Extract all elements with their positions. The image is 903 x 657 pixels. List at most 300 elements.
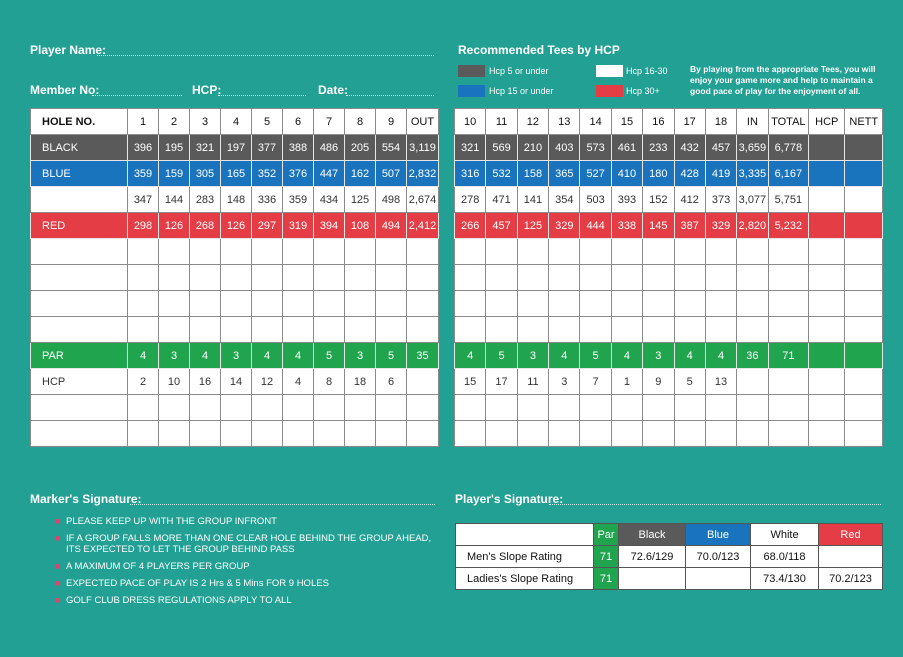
- front-par-cell: 3: [159, 343, 190, 369]
- back-score-cell[interactable]: [737, 265, 768, 291]
- back-score-cell[interactable]: [737, 317, 768, 343]
- back-score-cell[interactable]: [737, 239, 768, 265]
- front-red-cell: 268: [190, 213, 221, 239]
- back-score-cell[interactable]: [643, 421, 674, 447]
- back-par-cell: [845, 343, 883, 369]
- front-score-cell[interactable]: [283, 317, 314, 343]
- front-blue-cell: BLUE: [31, 161, 128, 187]
- back-score-cell[interactable]: [809, 291, 845, 317]
- front-score-cell[interactable]: [314, 265, 345, 291]
- front-header-row: [31, 109, 439, 135]
- back-black-tee-row: [455, 135, 883, 161]
- back-score-cell[interactable]: [486, 291, 517, 317]
- back-score-cell[interactable]: [643, 265, 674, 291]
- back-score-cell[interactable]: [809, 395, 845, 421]
- mens-slope-label: Men's Slope Rating: [456, 546, 594, 568]
- front-blue-cell: 162: [345, 161, 376, 187]
- back-score-cell[interactable]: [674, 317, 705, 343]
- back-black-cell: 233: [643, 135, 674, 161]
- back-score-cell[interactable]: [674, 265, 705, 291]
- back-score-cell[interactable]: [455, 291, 486, 317]
- front-score-cell[interactable]: [345, 395, 376, 421]
- back-score-cell[interactable]: [486, 239, 517, 265]
- back-blue-cell: 410: [611, 161, 642, 187]
- back-score-cell[interactable]: [580, 239, 611, 265]
- back-score-cell[interactable]: [455, 317, 486, 343]
- back-score-cell[interactable]: [737, 395, 768, 421]
- back-par-cell: 4: [549, 343, 580, 369]
- back-red-cell: [845, 213, 883, 239]
- date-field[interactable]: [346, 94, 434, 96]
- back-hcp-cell: 11: [517, 369, 548, 395]
- back-score-cell[interactable]: [768, 291, 808, 317]
- back-score-cell[interactable]: [549, 395, 580, 421]
- back-par-cell: [809, 343, 845, 369]
- player-name-field[interactable]: [97, 54, 434, 56]
- front-score-cell[interactable]: [221, 239, 252, 265]
- black-tee-label: Hcp 5 or under: [489, 66, 549, 76]
- pace-of-play-rules: [55, 516, 446, 612]
- front-header-cell: 8: [345, 109, 376, 135]
- front-score-cell[interactable]: [407, 239, 439, 265]
- front-score-cell[interactable]: [128, 317, 159, 343]
- back-score-cell[interactable]: [845, 317, 883, 343]
- front-score-cell[interactable]: [376, 421, 407, 447]
- back-header-cell: 18: [705, 109, 736, 135]
- back-score-cell[interactable]: [486, 317, 517, 343]
- front-score-cell[interactable]: [314, 239, 345, 265]
- back-score-cell[interactable]: [549, 317, 580, 343]
- front-score-cell[interactable]: [159, 395, 190, 421]
- back-blue-cell: 316: [455, 161, 486, 187]
- back-score-cell[interactable]: [845, 265, 883, 291]
- bullet-icon: ■: [55, 533, 61, 543]
- front-par-cell: 5: [376, 343, 407, 369]
- back-white-cell: 503: [580, 187, 611, 213]
- back-white-cell: 393: [611, 187, 642, 213]
- tees-legend-title: Recommended Tees by HCP: [458, 43, 620, 57]
- slope-header-black: Black: [619, 524, 686, 546]
- front-black-cell: BLACK: [31, 135, 128, 161]
- blue-tee-swatch: [458, 85, 485, 97]
- back-white-cell: 354: [549, 187, 580, 213]
- front-score-cell[interactable]: [221, 265, 252, 291]
- front-blue-tee-row: [31, 161, 439, 187]
- rule-item: ■ EXPECTED PACE OF PLAY IS 2 Hrs & 5 Mins FOR 9 HOLES: [55, 578, 329, 589]
- back-score-cell[interactable]: [643, 317, 674, 343]
- front-white-cell: [31, 187, 128, 213]
- back-black-cell: 210: [517, 135, 548, 161]
- bullet-icon: ■: [55, 578, 61, 588]
- back-score-cell[interactable]: [455, 265, 486, 291]
- front-red-cell: RED: [31, 213, 128, 239]
- member-no-field[interactable]: [92, 94, 182, 96]
- back-header-cell: TOTAL: [768, 109, 808, 135]
- back-score-cell[interactable]: [705, 265, 736, 291]
- front-score-cell[interactable]: [407, 395, 439, 421]
- back-score-cell[interactable]: [486, 421, 517, 447]
- front-white-tee-row: [31, 187, 439, 213]
- front-header-cell: OUT: [407, 109, 439, 135]
- rule-item: ■ PLEASE KEEP UP WITH THE GROUP INFRONT: [55, 516, 277, 527]
- back-red-cell: 2,820: [737, 213, 768, 239]
- front-score-row: [31, 421, 439, 447]
- rule-item: ■ IF A GROUP FALLS MORE THAN ONE CLEAR HOLE BEHIND THE GROUP AHEAD, ITS EXPECTED TO LET THE GROUP BEHIND PASS: [55, 533, 432, 555]
- back-red-cell: [809, 213, 845, 239]
- front-score-cell[interactable]: [314, 421, 345, 447]
- front-score-cell[interactable]: [252, 239, 283, 265]
- back-score-cell[interactable]: [517, 395, 548, 421]
- front-score-cell[interactable]: [283, 239, 314, 265]
- front-score-row: [31, 239, 439, 265]
- front-score-cell[interactable]: [314, 317, 345, 343]
- back-score-cell[interactable]: [580, 265, 611, 291]
- back-score-cell[interactable]: [517, 265, 548, 291]
- back-score-cell[interactable]: [517, 317, 548, 343]
- front-score-cell[interactable]: [376, 395, 407, 421]
- front-hcp-cell: 14: [221, 369, 252, 395]
- back-score-cell[interactable]: [845, 291, 883, 317]
- back-score-cell[interactable]: [611, 239, 642, 265]
- front-score-cell[interactable]: [407, 421, 439, 447]
- back-header-cell: IN: [737, 109, 768, 135]
- front-blue-cell: 165: [221, 161, 252, 187]
- players-signature-field[interactable]: [549, 503, 881, 505]
- front-score-cell[interactable]: [159, 239, 190, 265]
- mens-slope-row: [456, 546, 883, 568]
- back-score-cell[interactable]: [768, 421, 808, 447]
- date-label: Date:: [318, 83, 349, 97]
- back-score-row: [455, 265, 883, 291]
- mens-red: [819, 546, 883, 568]
- back-blue-cell: 180: [643, 161, 674, 187]
- front-hcp-cell: 16: [190, 369, 221, 395]
- back-black-cell: 461: [611, 135, 642, 161]
- front-par-cell: 4: [252, 343, 283, 369]
- back-score-cell[interactable]: [674, 421, 705, 447]
- back-par-cell: 71: [768, 343, 808, 369]
- white-tee-label: Hcp 16-30: [626, 66, 668, 76]
- back-hcp-cell: 17: [486, 369, 517, 395]
- back-par-cell: 4: [705, 343, 736, 369]
- back-red-tee-row: [455, 213, 883, 239]
- front-black-cell: 195: [159, 135, 190, 161]
- front-blue-cell: 159: [159, 161, 190, 187]
- back-score-cell[interactable]: [486, 265, 517, 291]
- back-score-cell[interactable]: [809, 239, 845, 265]
- hcp-field[interactable]: [218, 94, 306, 96]
- back-score-cell[interactable]: [809, 317, 845, 343]
- back-score-cell[interactable]: [455, 395, 486, 421]
- front-hcp-cell: 8: [314, 369, 345, 395]
- back-score-cell[interactable]: [643, 291, 674, 317]
- back-score-cell[interactable]: [549, 291, 580, 317]
- bullet-icon: ■: [55, 516, 61, 526]
- front-header-cell: HOLE NO.: [31, 109, 128, 135]
- back-hcp-cell: 13: [705, 369, 736, 395]
- front-score-cell[interactable]: [31, 291, 128, 317]
- back-score-cell[interactable]: [611, 317, 642, 343]
- front-score-cell[interactable]: [252, 317, 283, 343]
- front-red-cell: 319: [283, 213, 314, 239]
- front-score-cell[interactable]: [283, 291, 314, 317]
- slope-header-red: Red: [819, 524, 883, 546]
- front-score-cell[interactable]: [221, 317, 252, 343]
- back-black-cell: 321: [455, 135, 486, 161]
- front-score-cell[interactable]: [128, 421, 159, 447]
- ladies-black: [619, 568, 686, 590]
- front-score-cell[interactable]: [221, 421, 252, 447]
- back-score-cell[interactable]: [580, 395, 611, 421]
- back-score-cell[interactable]: [845, 239, 883, 265]
- back-score-cell[interactable]: [580, 421, 611, 447]
- back-white-cell: 373: [705, 187, 736, 213]
- front-score-cell[interactable]: [345, 317, 376, 343]
- back-score-cell[interactable]: [549, 239, 580, 265]
- back-score-cell[interactable]: [549, 421, 580, 447]
- back-header-cell: 10: [455, 109, 486, 135]
- back-header-cell: 15: [611, 109, 642, 135]
- front-white-cell: 283: [190, 187, 221, 213]
- ladies-blue: [686, 568, 751, 590]
- back-score-cell[interactable]: [643, 239, 674, 265]
- front-nine-table: [30, 108, 439, 447]
- front-score-cell[interactable]: [31, 395, 128, 421]
- back-score-cell[interactable]: [580, 291, 611, 317]
- front-score-cell[interactable]: [190, 395, 221, 421]
- front-score-cell[interactable]: [314, 291, 345, 317]
- ladies-par: 71: [594, 568, 619, 590]
- red-tee-label: Hcp 30+: [626, 86, 660, 96]
- front-score-cell[interactable]: [31, 421, 128, 447]
- front-black-cell: 486: [314, 135, 345, 161]
- back-score-cell[interactable]: [705, 239, 736, 265]
- back-score-cell[interactable]: [486, 395, 517, 421]
- front-score-cell[interactable]: [252, 265, 283, 291]
- front-hcp-cell: 10: [159, 369, 190, 395]
- front-score-cell[interactable]: [128, 265, 159, 291]
- back-score-cell[interactable]: [517, 291, 548, 317]
- front-score-cell[interactable]: [190, 239, 221, 265]
- back-score-cell[interactable]: [517, 421, 548, 447]
- back-white-tee-row: [455, 187, 883, 213]
- front-score-cell[interactable]: [376, 317, 407, 343]
- front-score-cell[interactable]: [190, 317, 221, 343]
- front-score-cell[interactable]: [376, 239, 407, 265]
- back-header-cell: 12: [517, 109, 548, 135]
- back-score-cell[interactable]: [768, 317, 808, 343]
- back-score-cell[interactable]: [674, 291, 705, 317]
- front-score-cell[interactable]: [31, 239, 128, 265]
- back-hcp-cell: 9: [643, 369, 674, 395]
- back-black-cell: 403: [549, 135, 580, 161]
- front-black-cell: 396: [128, 135, 159, 161]
- back-header-cell: 11: [486, 109, 517, 135]
- back-score-cell[interactable]: [611, 291, 642, 317]
- back-score-cell[interactable]: [737, 291, 768, 317]
- back-red-cell: 125: [517, 213, 548, 239]
- back-score-cell[interactable]: [517, 239, 548, 265]
- ladies-slope-row: [456, 568, 883, 590]
- back-score-cell[interactable]: [705, 317, 736, 343]
- back-white-cell: 3,077: [737, 187, 768, 213]
- front-black-cell: 205: [345, 135, 376, 161]
- rule-item: ■ A MAXIMUM OF 4 PLAYERS PER GROUP: [55, 561, 250, 572]
- front-hcp-cell: 18: [345, 369, 376, 395]
- front-score-cell[interactable]: [283, 421, 314, 447]
- back-score-row: [455, 291, 883, 317]
- back-par-cell: 4: [455, 343, 486, 369]
- back-score-row: [455, 317, 883, 343]
- back-nine-table: [454, 108, 883, 447]
- players-signature-label: Player's Signature:: [455, 492, 564, 506]
- front-score-row: [31, 317, 439, 343]
- front-score-cell[interactable]: [252, 421, 283, 447]
- front-score-cell[interactable]: [407, 317, 439, 343]
- back-header-cell: NETT: [845, 109, 883, 135]
- back-blue-cell: 365: [549, 161, 580, 187]
- back-red-cell: 338: [611, 213, 642, 239]
- front-score-cell[interactable]: [159, 317, 190, 343]
- rule-item: ■ GOLF CLUB DRESS REGULATIONS APPLY TO ALL: [55, 595, 292, 606]
- back-white-cell: [809, 187, 845, 213]
- bullet-icon: ■: [55, 561, 61, 571]
- back-header-cell: 14: [580, 109, 611, 135]
- front-blue-cell: 2,832: [407, 161, 439, 187]
- back-header-row: [455, 109, 883, 135]
- front-score-cell[interactable]: [190, 265, 221, 291]
- white-tee-swatch: [596, 65, 623, 77]
- front-score-cell[interactable]: [376, 265, 407, 291]
- front-score-cell[interactable]: [283, 265, 314, 291]
- back-score-row: [455, 421, 883, 447]
- back-hcp-cell: [845, 369, 883, 395]
- front-score-cell[interactable]: [159, 421, 190, 447]
- back-red-cell: 387: [674, 213, 705, 239]
- back-score-cell[interactable]: [768, 239, 808, 265]
- back-red-cell: 457: [486, 213, 517, 239]
- front-score-cell[interactable]: [221, 291, 252, 317]
- front-score-cell[interactable]: [252, 395, 283, 421]
- back-par-cell: 36: [737, 343, 768, 369]
- back-score-cell[interactable]: [809, 421, 845, 447]
- back-par-cell: 3: [517, 343, 548, 369]
- back-score-cell[interactable]: [611, 265, 642, 291]
- front-score-cell[interactable]: [345, 265, 376, 291]
- back-hcp-cell: 3: [549, 369, 580, 395]
- front-white-cell: 148: [221, 187, 252, 213]
- front-score-cell[interactable]: [159, 265, 190, 291]
- back-blue-cell: 527: [580, 161, 611, 187]
- back-hcp-cell: [809, 369, 845, 395]
- markers-signature-field[interactable]: [130, 503, 435, 505]
- front-par-cell: 5: [314, 343, 345, 369]
- blue-tee-label: Hcp 15 or under: [489, 86, 554, 96]
- back-score-cell[interactable]: [455, 239, 486, 265]
- front-score-cell[interactable]: [283, 395, 314, 421]
- front-score-cell[interactable]: [345, 291, 376, 317]
- back-score-cell[interactable]: [549, 265, 580, 291]
- back-black-cell: 6,778: [768, 135, 808, 161]
- front-score-cell[interactable]: [128, 395, 159, 421]
- front-score-cell[interactable]: [31, 265, 128, 291]
- back-score-cell[interactable]: [809, 265, 845, 291]
- ladies-white: 73.4/130: [751, 568, 819, 590]
- back-score-cell[interactable]: [455, 421, 486, 447]
- front-score-row: [31, 265, 439, 291]
- front-blue-cell: 507: [376, 161, 407, 187]
- front-black-cell: 3,119: [407, 135, 439, 161]
- back-header-cell: 16: [643, 109, 674, 135]
- back-score-cell[interactable]: [580, 317, 611, 343]
- back-blue-cell: [845, 161, 883, 187]
- front-score-cell[interactable]: [407, 291, 439, 317]
- back-score-cell[interactable]: [705, 421, 736, 447]
- front-score-cell[interactable]: [128, 239, 159, 265]
- back-red-cell: 444: [580, 213, 611, 239]
- front-score-cell[interactable]: [31, 317, 128, 343]
- front-hcp-cell: 6: [376, 369, 407, 395]
- front-black-cell: 321: [190, 135, 221, 161]
- front-blue-cell: 376: [283, 161, 314, 187]
- back-blue-cell: 428: [674, 161, 705, 187]
- back-score-cell[interactable]: [705, 395, 736, 421]
- front-score-cell[interactable]: [190, 421, 221, 447]
- front-score-cell[interactable]: [128, 291, 159, 317]
- back-blue-cell: 3,335: [737, 161, 768, 187]
- ladies-slope-label: Ladies's Slope Rating: [456, 568, 594, 590]
- back-par-cell: 3: [643, 343, 674, 369]
- back-header-cell: 13: [549, 109, 580, 135]
- back-score-cell[interactable]: [845, 395, 883, 421]
- front-score-cell[interactable]: [345, 421, 376, 447]
- back-blue-cell: 158: [517, 161, 548, 187]
- front-red-cell: 494: [376, 213, 407, 239]
- front-score-cell[interactable]: [345, 239, 376, 265]
- back-score-cell[interactable]: [768, 265, 808, 291]
- back-score-cell[interactable]: [674, 395, 705, 421]
- front-score-cell[interactable]: [159, 291, 190, 317]
- back-score-cell[interactable]: [643, 395, 674, 421]
- back-score-cell[interactable]: [611, 395, 642, 421]
- front-white-cell: 336: [252, 187, 283, 213]
- back-score-cell[interactable]: [611, 421, 642, 447]
- back-score-cell[interactable]: [737, 421, 768, 447]
- front-red-cell: 297: [252, 213, 283, 239]
- back-header-cell: 17: [674, 109, 705, 135]
- front-score-cell[interactable]: [190, 291, 221, 317]
- back-score-cell[interactable]: [768, 395, 808, 421]
- front-black-cell: 554: [376, 135, 407, 161]
- back-black-cell: [809, 135, 845, 161]
- front-score-cell[interactable]: [314, 395, 345, 421]
- front-score-cell[interactable]: [252, 291, 283, 317]
- back-score-cell[interactable]: [845, 421, 883, 447]
- front-red-tee-row: [31, 213, 439, 239]
- back-score-cell[interactable]: [705, 291, 736, 317]
- hcp-label: HCP:: [192, 83, 222, 97]
- back-red-cell: 266: [455, 213, 486, 239]
- front-score-cell[interactable]: [376, 291, 407, 317]
- front-score-cell[interactable]: [221, 395, 252, 421]
- back-score-cell[interactable]: [674, 239, 705, 265]
- back-par-cell: 4: [674, 343, 705, 369]
- front-black-cell: 388: [283, 135, 314, 161]
- red-tee-swatch: [596, 85, 623, 97]
- front-score-cell[interactable]: [407, 265, 439, 291]
- front-par-cell: 4: [128, 343, 159, 369]
- member-no-label: Member No:: [30, 83, 100, 97]
